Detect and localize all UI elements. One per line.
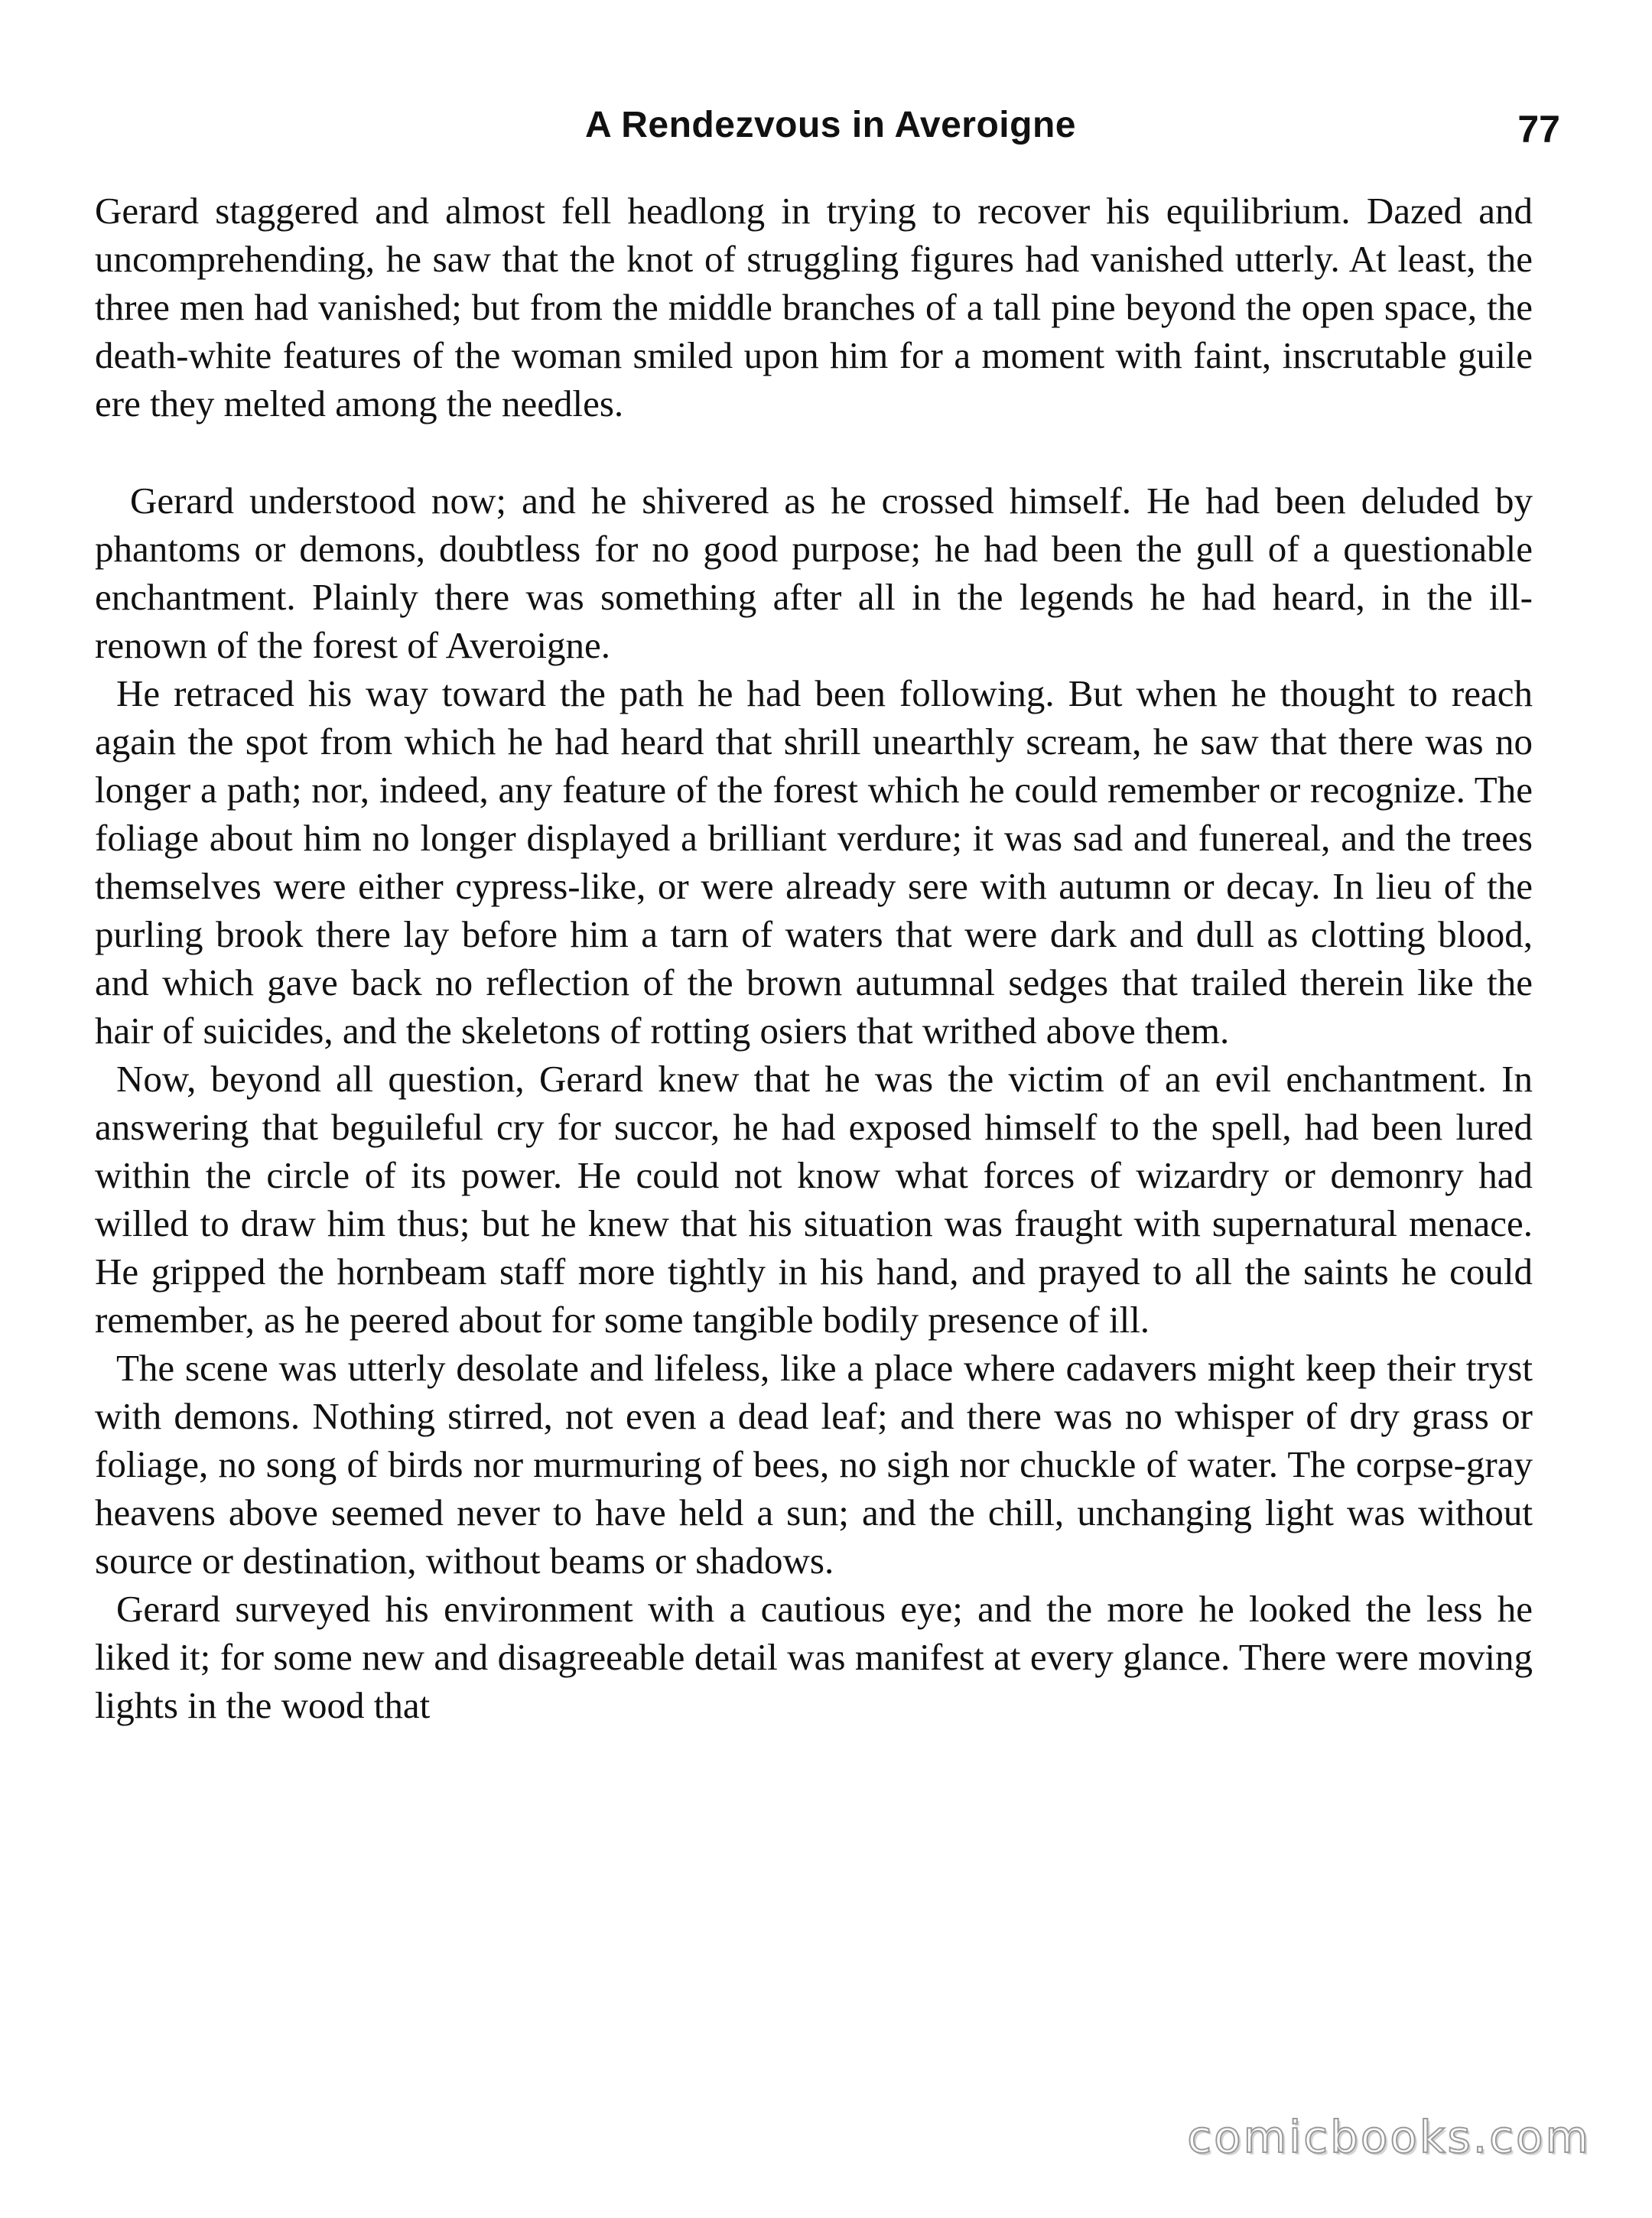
body-text: [95, 187, 1533, 1729]
running-title: A Rendezvous in Averoigne: [585, 105, 1076, 145]
watermark-logo: comicbooks.com: [1187, 2111, 1591, 2163]
paragraph: Gerard understood now; and he shivered as he crossed himself. He had been deluded by phantoms or demons, doubtless for no good purpose; he had been the gull of a questionable enchantment. Plainly there was something after all in the legends he had heard, in the ill-renown of the forest of Averoigne.: [95, 480, 1533, 666]
page-number: 77: [1517, 108, 1560, 151]
paragraph: Gerard staggered and almost fell headlong in trying to recover his equilibrium. Dazed and uncomprehending, he saw that the knot of struggling figures had vanished utterly. At least, the three men had vanished; but from the middle branches of a tall pine beyond the open space, the death-white features of the woman smiled upon him for a moment with faint, inscrutable guile ere they melted among the needles.: [95, 190, 1533, 424]
paragraph: Now, beyond all question, Gerard knew that he was the victim of an evil enchantment. In answering that beguileful cry for succor, he had exposed himself to the spell, had been lured within the circle of its power. He could not know what forces of wizardry or demonry had willed to draw him thus; but he knew that his situation was fraught with supernatural menace. He gripped the hornbeam staff more tightly in his hand, and prayed to all the saints he could remember, as he peered about for some tangible bodily presence of ill.: [95, 1058, 1533, 1341]
paragraph: He retraced his way toward the path he had been following. But when he thought to reach again the spot from which he had heard that shrill unearthly scream, he saw that there was no longer a path; nor, indeed, any feature of the forest which he could remember or recognize. The foliage about him no longer displayed a brilliant verdure; it was sad and funereal, and the trees themselves were either cypress-like, or were already sere with autumn or decay. In lieu of the purling brook there lay before him a tarn of waters that were dark and dull as clotting blood, and which gave back no reflection of the brown autumnal sedges that trailed therein like the hair of suicides, and the skeletons of rotting osiers that writhed above them.: [95, 672, 1533, 1052]
paragraph: Gerard surveyed his environment with a cautious eye; and the more he looked the less he liked it; for some new and disagreeable detail was manifest at every glance. There were moving lights in the wood that: [95, 1588, 1533, 1726]
paragraph: The scene was utterly desolate and lifeless, like a place where cadavers might keep their tryst with demons. Nothing stirred, not even a dead leaf; and there was no whisper of dry grass or foliage, no song of birds nor murmuring of bees, no sigh nor chuckle of water. The corpse-gray heavens above seemed never to have held a sun; and the chill, unchanging light was without source or destination, without beams or shadows.: [95, 1347, 1533, 1582]
page-header: [95, 104, 1566, 158]
